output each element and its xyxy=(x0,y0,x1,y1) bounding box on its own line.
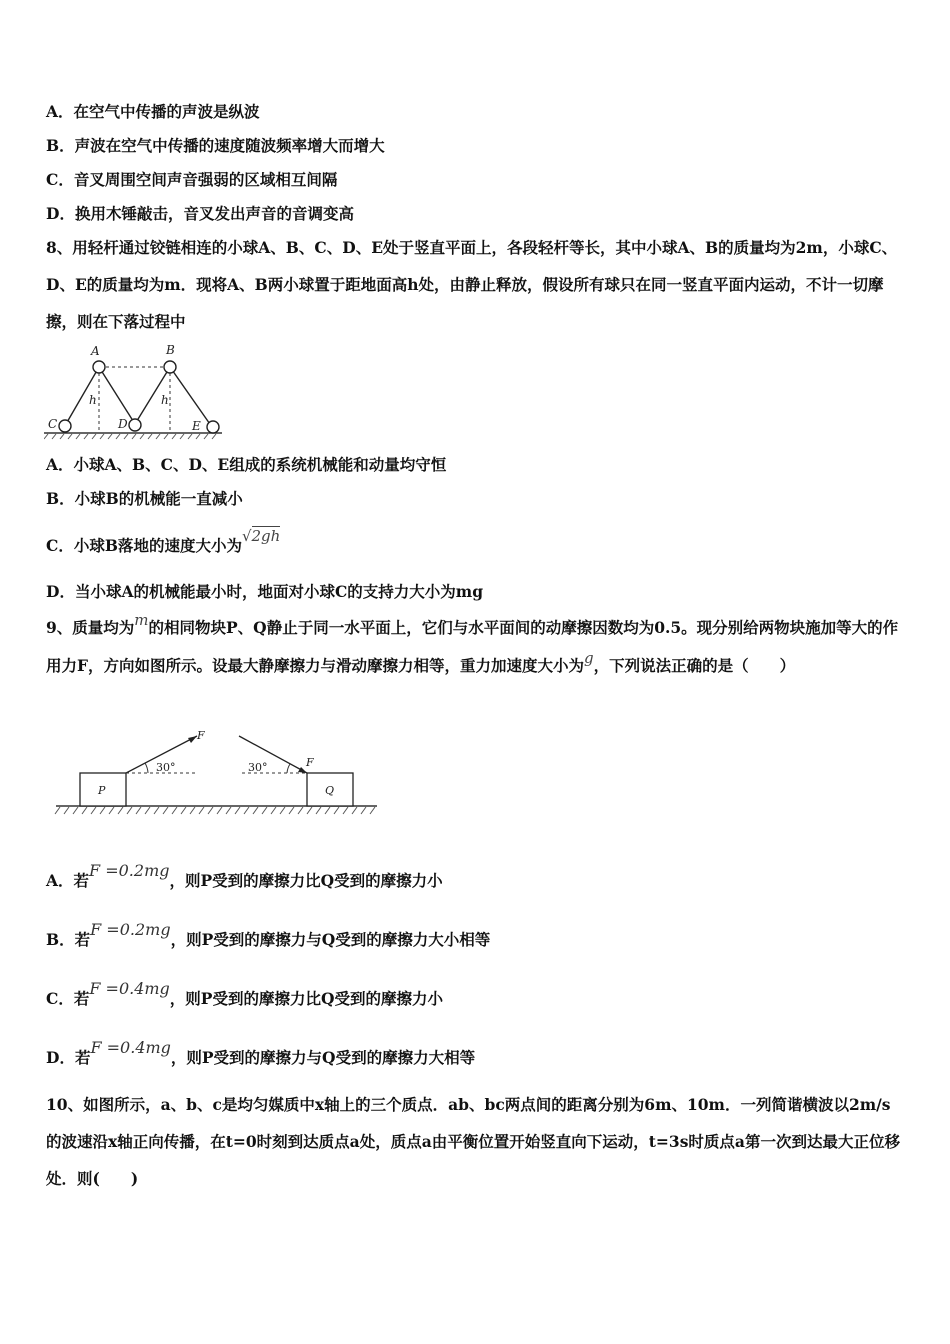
q8-option-d: D．当小球A的机械能最小时，地面对小球C的支持力大小为mg xyxy=(46,582,484,601)
q9-label-f2: F xyxy=(306,756,314,769)
q8-figure xyxy=(44,340,224,440)
q9-label-angle1: 30° xyxy=(156,761,176,774)
q8-label-a: A xyxy=(91,344,100,358)
q8-option-a: A．小球A、B、C、D、E组成的系统机械能和动量均守恒 xyxy=(46,455,447,474)
q8-option-b: B．小球B的机械能一直减小 xyxy=(46,489,243,508)
q9-option-c-formula: F =0.4mg xyxy=(89,979,170,998)
q8-label-h1: h xyxy=(89,393,97,407)
q9-option-b xyxy=(46,920,491,950)
q9-option-d-prefix: D．若 xyxy=(46,1048,91,1067)
q9-option-a-prefix: A．若 xyxy=(46,871,90,890)
q9-option-c xyxy=(46,979,443,1009)
q9-stem xyxy=(46,609,906,685)
q9-option-a-formula: F =0.2mg xyxy=(89,861,170,880)
q8-sqrt-formula: √2gh xyxy=(241,527,281,545)
q8-label-c: C xyxy=(48,417,58,431)
q9-label-f1: F xyxy=(197,729,205,742)
q9-option-d xyxy=(46,1038,476,1068)
q8-stem: 8、用轻杆通过铰链相连的小球A、B、C、D、E处于竖直平面上，各段轻杆等长，其中小球A、B的质量均为2m，小球C、D、E的质量均为m．现将A、B两小球置于距地面高h处，由静止释放，假设所有球只在同一竖直平面内运动，不计一切摩擦，则在下落过程中 xyxy=(46,238,898,331)
q9-stem-part3: ，下列说法正确的是（ ） xyxy=(593,656,796,675)
q9-option-d-suffix: ，则P受到的摩擦力与Q受到的摩擦力大相等 xyxy=(170,1048,476,1067)
q9-option-b-suffix: ，则P受到的摩擦力与Q受到的摩擦力大小相等 xyxy=(170,930,491,949)
q9-label-q: Q xyxy=(325,784,335,797)
q9-stem-part1: 9、质量均为 xyxy=(46,618,135,637)
q7-option-d: D．换用木锤敲击，音叉发出声音的音调变高 xyxy=(46,204,354,223)
q9-option-d-formula: F =0.4mg xyxy=(90,1038,171,1057)
q9-option-a xyxy=(46,861,443,891)
q9-option-a-suffix: ，则P受到的摩擦力比Q受到的摩擦力小 xyxy=(169,871,443,890)
q9-figure xyxy=(52,726,382,822)
q9-option-b-prefix: B．若 xyxy=(46,930,91,949)
q8-option-c-text: C．小球B落地的速度大小为 xyxy=(46,536,242,555)
q10-stem: 10、如图所示，a、b、c是均匀媒质中x轴上的三个质点．ab、bc两点间的距离分别为6m、10m．一列简谐横波以2m/s的波速沿x轴正向传播，在t=0时刻到达质点a处，质点a由平衡位置开始竖直向下运动，t=3s时质点a第一次到达最大正位移处．则( ) xyxy=(46,1095,900,1188)
q8-option-c xyxy=(46,527,281,556)
q8-label-d: D xyxy=(118,417,128,431)
q9-label-p: P xyxy=(98,784,106,797)
q9-stem-part2: 的相同物块P、Q静止于同一水平面上，它们与水平面间的动摩擦因数均为0.5。现分别给两物块施加等大的作用力F，方向如图所示。设最大静摩擦力与滑动摩擦力相等，重力加速度大小为 xyxy=(46,618,899,675)
q8-sqrt-radicand: 2gh xyxy=(251,527,281,545)
q9-stem-g: g xyxy=(584,649,594,667)
q9-label-angle2: 30° xyxy=(248,761,268,774)
q7-option-a: A．在空气中传播的声波是纵波 xyxy=(46,102,260,121)
q8-label-e: E xyxy=(192,419,201,433)
q7-option-c: C．音叉周围空间声音强弱的区域相互间隔 xyxy=(46,170,338,189)
q9-option-c-suffix: ，则P受到的摩擦力比Q受到的摩擦力小 xyxy=(169,989,443,1008)
q8-label-b: B xyxy=(166,343,175,357)
q7-option-b: B．声波在空气中传播的速度随波频率增大而增大 xyxy=(46,136,385,155)
q9-stem-m: m xyxy=(134,611,149,629)
q9-option-b-formula: F =0.2mg xyxy=(90,920,171,939)
q9-option-c-prefix: C．若 xyxy=(46,989,90,1008)
q8-label-h2: h xyxy=(161,393,169,407)
